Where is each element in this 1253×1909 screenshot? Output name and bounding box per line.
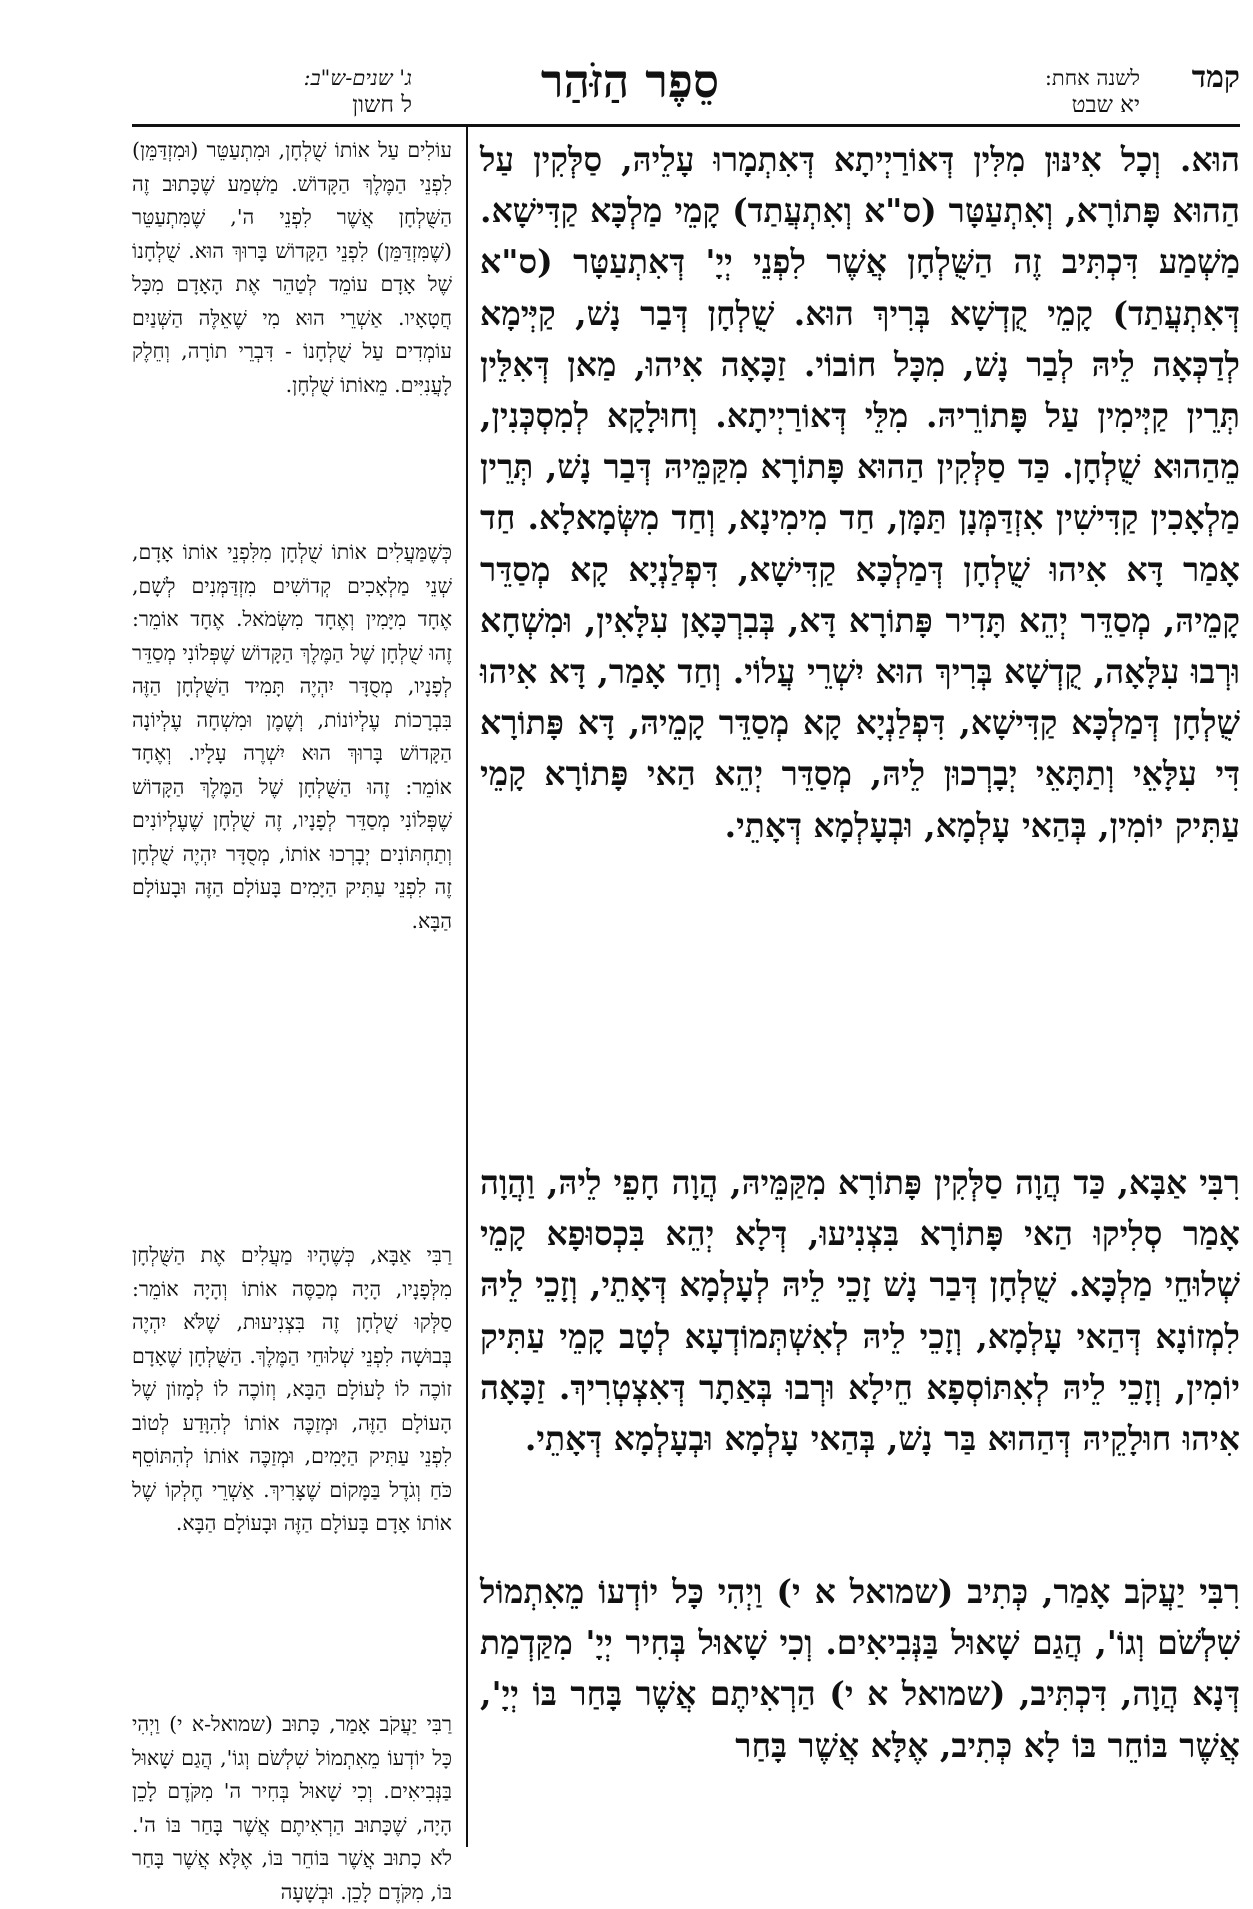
- aramaic-paragraph: רִבִּי אַבָּא, כַּד הֲוָה סַלְּקִין פָּתוֹרָא מִקַּמֵּיהּ, הֲוָה חָפֵי לֵיהּ, וַהֲוָה אָמַר סְלִיקוּ הַאי פָּתוֹרָא בִּצְנִיעוּ, דְּלָא יְהֵא בִּכְסוּפָא קָמֵי שְׁלוּחֵי מַלְכָּא. שֻׁלְחָן דְּבַר נָשׁ זָכֵי לֵיהּ לְעָלְמָא דְּאָתֵי, וְזָכֵי לֵיהּ לִמְזוֹנָא דְּהַאי עָלְמָא, וְזָכֵי לֵיהּ לְאִשְׁתְּמוֹדְעָא לְטָב קָמֵי עַתִּיק יוֹמִין, וְזָכֵי לֵיהּ לְאִתּוֹסְפָא חֵילָא וּרְבוּ בְּאַתָר דְּאִצְטְרִיךְ. זַכָּאָה אִיהוּ חוּלָקֵיהּ דְּהַהוּא בַּר נָשׁ, בְּהַאי עָלְמָא וּבְעָלְמָא דְּאָתֵי.: [480, 1163, 1240, 1459]
- column-divider: [466, 127, 468, 1847]
- translation-paragraph: רַבִּי יַעֲקֹב אָמַר, כָּתוּב (שמואל-א י) וַיְהִי כָּל יוֹדְעוֹ מֵאִתְמוֹל שִׁלְשֹׁם וְגוֹ', הֲגַם שָׁאוּל בַּנְּבִיאִים. וְכִי שָׁאוּל בְּחִיר ה' מִקֹּדֶם לָכֵן הָיָה, שֶׁכָּתוּב הַרְאִיתֶם אֲשֶׁר בָּחַר בּוֹ ה'. לֹא כָתוּב אֲשֶׁר בּוֹחֵר בּוֹ, אֶלָּא אֲשֶׁר בָּחַר בּוֹ, מִקֹּדֶם לָכֵן. וּבְשָׁעָה: [132, 1712, 452, 1904]
- translation-paragraph: עוֹלִים עַל אוֹתוֹ שֻׁלְחָן, וּמִתְעַטֵּר (וּמִזְדַּמֵּן) לִפְנֵי הַמֶּלֶךְ הַקָּדוֹשׁ. מַשְׁמַע שֶׁכָּתוּב זֶה הַשֻּׁלְחָן אֲשֶׁר לִפְנֵי ה', שֶׁמִּתְעַטֵּר (שֶׁמִּזְדַּמֵּן) לִפְנֵי הַקָּדוֹשׁ בָּרוּךְ הוּא. שֻׁלְחָנוֹ שֶׁל אָדָם עוֹמֵד לְטַהֵר אֶת הָאָדָם מִכָּל חֲטָאָיו. אַשְׁרֵי הוּא מִי שֶׁאֵלֶּה הַשְּׁנַיִם עוֹמְדִים עַל שֻׁלְחָנוֹ - דִּבְרֵי תוֹרָה, וְחֵלֶק לָעֲנִיִּים. מֵאוֹתוֹ שֻׁלְחָן.: [132, 138, 452, 397]
- book-title: סֵפֶר הַזֹּהַר: [540, 54, 720, 108]
- schedule-one-year-date: יא שבט: [1071, 92, 1140, 118]
- aramaic-text-column: [480, 134, 1240, 1822]
- header-divider: [132, 124, 1240, 127]
- schedule-three-years-date: ל חשון: [352, 92, 412, 118]
- translation-paragraph: רַבִּי אַבָּא, כְּשֶׁהָיוּ מַעֲלִים אֶת הַשֻּׁלְחָן מִלְּפָנָיו, הָיָה מְכַסֶּה אוֹתוֹ וְהָיָה אוֹמֵר: סַלְּקוּ שֻׁלְחָן זֶה בִּצְנִיעוּת, שֶׁלֹּא יִהְיֶה בְּבוּשָׁה לִפְנֵי שְׁלוּחֵי הַמֶּלֶךְ. הַשֻּׁלְחָן שֶׁאָדָם זוֹכֶה לוֹ לָעוֹלָם הַבָּא, וְזוֹכֶה לוֹ לְמָזוֹן שֶׁל הָעוֹלָם הַזֶּה, וּמְזַכֶּה אוֹתוֹ לְהִוָּדַע לְטוֹב לִפְנֵי עַתִּיק הַיָּמִים, וּמְזַכֶּה אוֹתוֹ לְהִתּוֹסֵף כֹּחַ וְגֹדֶל בַּמָּקוֹם שֶׁצָּרִיךְ. אַשְׁרֵי חֶלְקוֹ שֶׁל אוֹתוֹ אָדָם בָּעוֹלָם הַזֶּה וּבָעוֹלָם הַבָּא.: [132, 1243, 452, 1535]
- hebrew-translation-column: [132, 134, 452, 1904]
- translation-paragraph: כְּשֶׁמַּעֲלִים אוֹתוֹ שֻׁלְחָן מִלִּפְנֵי אוֹתוֹ אָדָם, שְׁנֵי מַלְאָכִים קְדוֹשִׁים מִזְדַּמְּנִים לְשָׁם, אֶחָד מִיָּמִין וְאֶחָד מִשְּׂמֹאל. אֶחָד אוֹמֵר: זֶהוּ שֻׁלְחָן שֶׁל הַמֶּלֶךְ הַקָּדוֹשׁ שֶׁפְּלוֹנִי מְסַדֵּר לְפָנָיו, מְסֻדָּר יִהְיֶה תָּמִיד הַשֻּׁלְחָן הַזֶּה בִּבְרָכוֹת עֶלְיוֹנוֹת, וְשֶׁמֶן וּמִשְׁחָה עֶלְיוֹנָה הַקָּדוֹשׁ בָּרוּךְ הוּא יִשְׁרֶה עָלָיו. וְאֶחָד אוֹמֵר: זֶהוּ הַשֻּׁלְחָן שֶׁל הַמֶּלֶךְ הַקָּדוֹשׁ שֶׁפְּלוֹנִי מְסַדֵּר לְפָנָיו, זֶה שֻׁלְחָן שֶׁעֶלְיוֹנִים וְתַחְתּוֹנִים יְבָרְכוּ אוֹתוֹ, מְסֻדָּר יִהְיֶה שֻׁלְחָן זֶה לִפְנֵי עַתִּיק הַיָּמִים בָּעוֹלָם הַזֶּה וּבָעוֹלָם הַבָּא.: [132, 540, 452, 933]
- aramaic-paragraph: הוּא. וְכָל אִינּוּן מִלִּין דְּאוֹרַיְיתָא דְּאִתְמָרוּ עָלֵיהּ, סַלְּקִין עַל הַהוּא פָּתוֹרָא, וְאִתְעַטָּר (ס"א וְאִתְעֲתַד) קָמֵי מַלְכָּא קַדִּישָׁא. מַשְׁמַע דִּכְתִּיב זֶה הַשֻּׁלְחָן אֲשֶׁר לִפְנֵי יְיָ' דְּאִתְעַטָּר (ס"א דְּאִתְעֲתַד) קָמֵי קֻדְשָׁא בְּרִיךְ הוּא. שֻׁלְחָן דְּבַר נָשׁ, קַיְּימָא לְדַכְּאָה לֵיהּ לְבַר נָשׁ, מִכָּל חוֹבוֹי. זַכָּאָה אִיהוּ, מַאן דְּאִלֵּין תְּרֵין קַיְּימִין עַל פָּתוֹרֵיהּ. מִלֵּי דְּאוֹרַיְיתָא. וְחוּלָקָא לְמִסְכְּנִין, מֵהַהוּא שֻׁלְחָן. כַּד סַלְּקִין הַהוּא פָּתוֹרָא מִקַּמֵּיהּ דְּבַר נָשׁ, תְּרֵין מַלְאָכִין קַדִּישִׁין אִזְדַּמְּנָן תַּמָּן, חַד מִימִינָא, וְחַד מִשְּׂמָאלָא. חַד אָמַר דָּא אִיהוּ שֻׁלְחָן דְּמַלְכָּא קַדִּישָׁא, דִּפְלַנְיָא קָא מְסַדֵּר קָמֵיהּ, מְסַדֵּר יְהֵא תָּדִיר פָּתוֹרָא דָּא, בְּבִרְכָּאָן עִלָּאִין, וּמִשְׁחָא וּרְבוּ עִלָּאָה, קֻדְשָׁא בְּרִיךְ הוּא יִשְׁרֵי עֲלוֹי. וְחַד אָמַר, דָּא אִיהוּ שֻׁלְחָן דְּמַלְכָּא קַדִּישָׁא, דִּפְלַנְיָא קָא מְסַדֵּר קָמֵיהּ, דָּא פָּתוֹרָא דִּי עִלָּאֵי וְתַתָּאֵי יְבָרְכוּן לֵיהּ, מְסַדֵּר יְהֵא הַאי פָּתוֹרָא קָמֵי עַתִּיק יוֹמִין, בְּהַאי עָלְמָא, וּבְעָלְמָא דְּאָתֵי.: [480, 140, 1240, 845]
- aramaic-paragraph: רִבִּי יַעֲקֹב אָמַר, כְּתִיב (שמואל א י) וַיְהִי כָּל יוֹדְעוֹ מֵאִתְמוֹל שִׁלְשֹׁם וְגוֹ', הֲגַם שָׁאוּל בַּנְּבִיאִים. וְכִי שָׁאוּל בְּחִיר יְיָ' מִקַּדְמַת דְּנָא הֲוָה, דִּכְתִּיב, (שמואל א י) הַרְאִיתֶם אֲשֶׁר בָּחַר בּוֹ יְיָ', אֲשֶׁר בּוֹחֵר בּוֹ לָא כְּתִיב, אֶלָּא אֲשֶׁר בָּחַר: [480, 1572, 1240, 1765]
- schedule-one-year: לשנה אחת:: [1044, 66, 1140, 90]
- page-header: [0, 0, 1253, 118]
- page-number: קמד: [1191, 60, 1240, 95]
- schedule-three-years: ג' שנים-ש"ב:: [303, 66, 412, 90]
